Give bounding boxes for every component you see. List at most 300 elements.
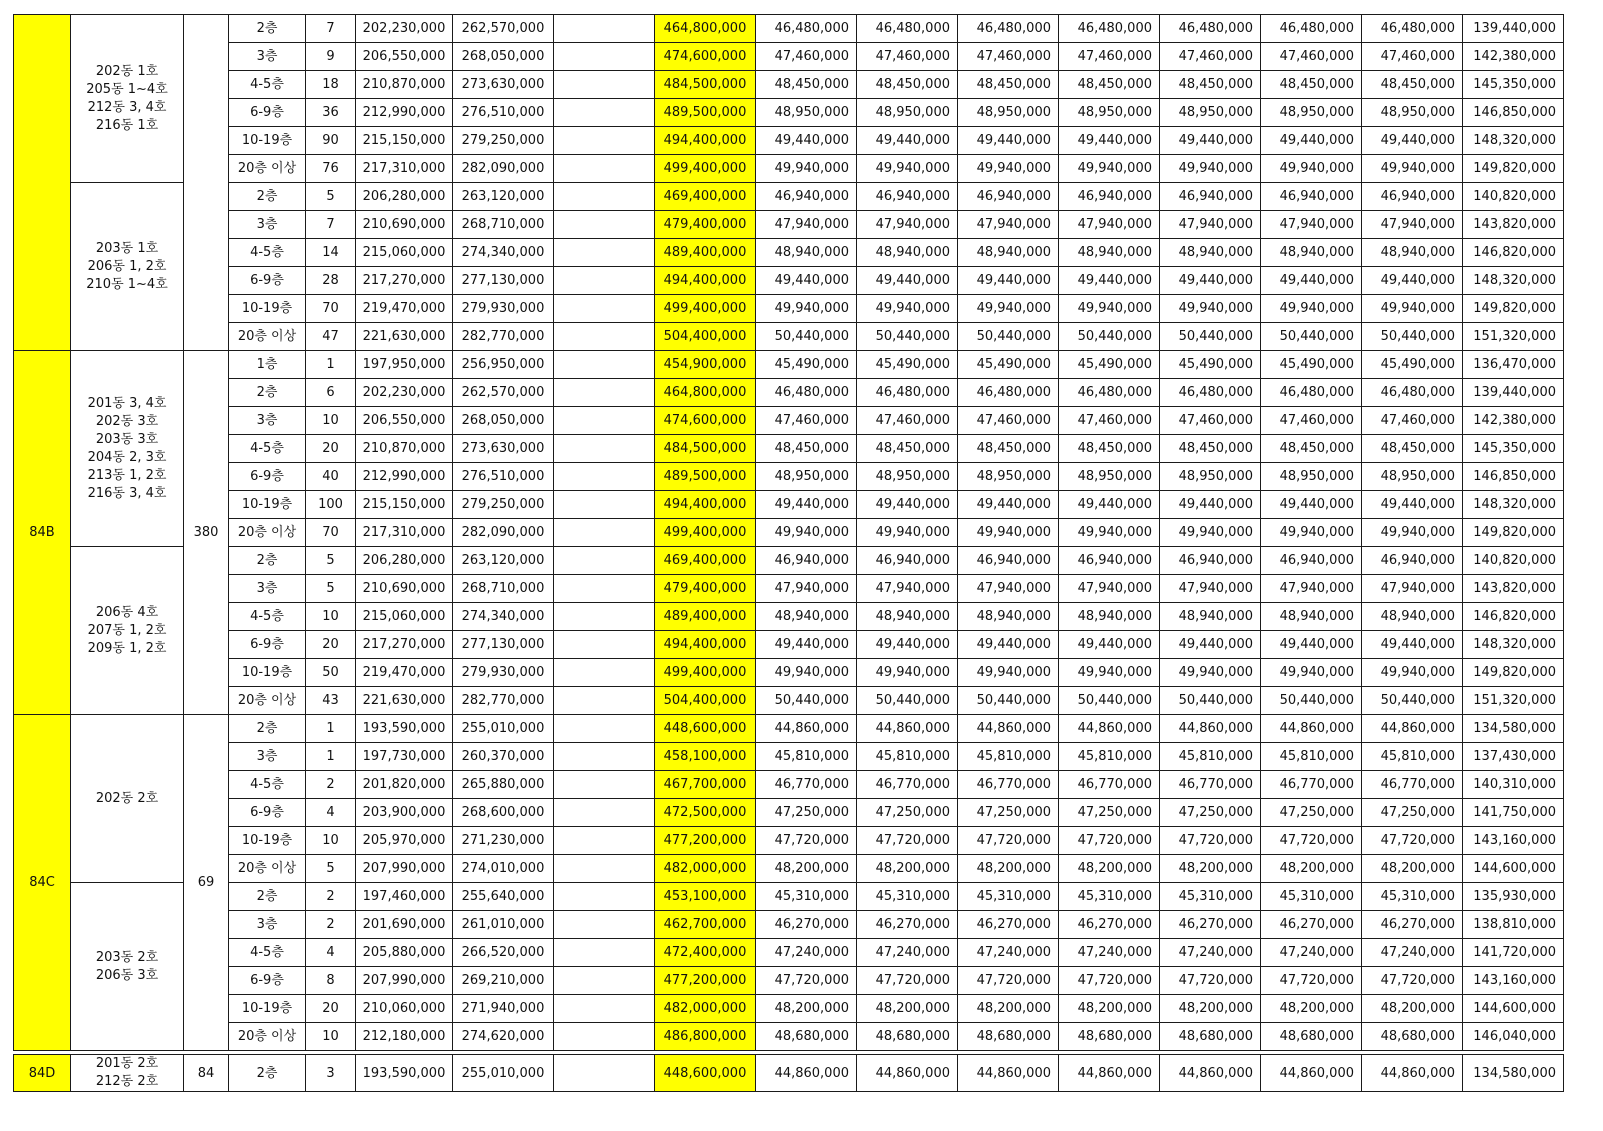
vat-cell xyxy=(554,43,655,71)
payment-1-cell: 48,200,000 xyxy=(756,995,857,1023)
balance-cell: 146,040,000 xyxy=(1463,1023,1564,1051)
table-row xyxy=(14,435,1564,463)
payment-5-cell: 45,490,000 xyxy=(1160,351,1261,379)
vat-cell xyxy=(554,715,655,743)
payment-4-cell: 49,940,000 xyxy=(1059,659,1160,687)
payment-7-cell: 46,940,000 xyxy=(1362,547,1463,575)
payment-7-cell: 46,770,000 xyxy=(1362,771,1463,799)
payment-5-cell: 46,940,000 xyxy=(1160,547,1261,575)
payment-2-cell: 48,950,000 xyxy=(857,99,958,127)
vat-cell xyxy=(554,295,655,323)
build-price-cell: 274,010,000 xyxy=(453,855,554,883)
payment-2-cell: 46,480,000 xyxy=(857,15,958,43)
build-price-cell: 255,010,000 xyxy=(453,715,554,743)
count-cell: 1 xyxy=(306,743,356,771)
count-cell: 8 xyxy=(306,967,356,995)
floor-cell: 3층 xyxy=(229,743,306,771)
land-price-cell: 201,690,000 xyxy=(356,911,453,939)
payment-2-cell: 47,240,000 xyxy=(857,939,958,967)
build-price-cell: 274,340,000 xyxy=(453,603,554,631)
building-label: 216동 3, 4호 xyxy=(87,485,167,501)
table-row xyxy=(14,715,1564,743)
payment-5-cell: 47,720,000 xyxy=(1160,827,1261,855)
land-price-cell: 207,990,000 xyxy=(356,967,453,995)
payment-6-cell: 44,860,000 xyxy=(1261,1055,1362,1092)
build-price-cell: 260,370,000 xyxy=(453,743,554,771)
payment-2-cell: 50,440,000 xyxy=(857,687,958,715)
payment-6-cell: 46,270,000 xyxy=(1261,911,1362,939)
payment-1-cell: 46,480,000 xyxy=(756,379,857,407)
payment-5-cell: 47,940,000 xyxy=(1160,575,1261,603)
land-price-cell: 207,990,000 xyxy=(356,855,453,883)
payment-6-cell: 48,680,000 xyxy=(1261,1023,1362,1051)
payment-2-cell: 46,940,000 xyxy=(857,183,958,211)
balance-cell: 134,580,000 xyxy=(1463,1055,1564,1092)
payment-1-cell: 47,940,000 xyxy=(756,211,857,239)
total-price-cell: 462,700,000 xyxy=(655,911,756,939)
unit-type-cell: 84D xyxy=(14,1055,71,1092)
table-row xyxy=(14,407,1564,435)
payment-2-cell: 47,720,000 xyxy=(857,827,958,855)
total-price-cell: 479,400,000 xyxy=(655,575,756,603)
payment-7-cell: 48,450,000 xyxy=(1362,71,1463,99)
payment-6-cell: 46,480,000 xyxy=(1261,15,1362,43)
payment-1-cell: 48,450,000 xyxy=(756,71,857,99)
balance-cell: 141,750,000 xyxy=(1463,799,1564,827)
payment-3-cell: 49,940,000 xyxy=(958,659,1059,687)
build-price-cell: 279,930,000 xyxy=(453,659,554,687)
total-price-cell: 464,800,000 xyxy=(655,379,756,407)
payment-3-cell: 46,940,000 xyxy=(958,183,1059,211)
table-row xyxy=(14,771,1564,799)
build-price-cell: 263,120,000 xyxy=(453,183,554,211)
payment-1-cell: 49,940,000 xyxy=(756,519,857,547)
floor-cell: 6-9층 xyxy=(229,967,306,995)
payment-3-cell: 50,440,000 xyxy=(958,687,1059,715)
payment-5-cell: 48,450,000 xyxy=(1160,71,1261,99)
payment-5-cell: 46,270,000 xyxy=(1160,911,1261,939)
payment-3-cell: 45,810,000 xyxy=(958,743,1059,771)
vat-cell xyxy=(554,827,655,855)
payment-7-cell: 46,940,000 xyxy=(1362,183,1463,211)
payment-4-cell: 46,480,000 xyxy=(1059,15,1160,43)
payment-2-cell: 48,950,000 xyxy=(857,463,958,491)
build-price-cell: 274,620,000 xyxy=(453,1023,554,1051)
payment-1-cell: 49,440,000 xyxy=(756,267,857,295)
building-label: 206동 4호 xyxy=(95,604,159,620)
floor-cell: 3층 xyxy=(229,407,306,435)
payment-5-cell: 48,940,000 xyxy=(1160,239,1261,267)
land-price-cell: 210,060,000 xyxy=(356,995,453,1023)
vat-cell xyxy=(554,351,655,379)
balance-cell: 145,350,000 xyxy=(1463,71,1564,99)
payment-3-cell: 48,450,000 xyxy=(958,71,1059,99)
vat-cell xyxy=(554,435,655,463)
payment-3-cell: 49,940,000 xyxy=(958,295,1059,323)
payment-5-cell: 48,450,000 xyxy=(1160,435,1261,463)
table-row xyxy=(14,183,1564,211)
payment-1-cell: 50,440,000 xyxy=(756,323,857,351)
payment-4-cell: 48,950,000 xyxy=(1059,463,1160,491)
payment-6-cell: 49,440,000 xyxy=(1261,491,1362,519)
building-label: 202동 3호 xyxy=(95,413,159,429)
payment-4-cell: 46,940,000 xyxy=(1059,183,1160,211)
balance-cell: 143,820,000 xyxy=(1463,575,1564,603)
payment-3-cell: 46,770,000 xyxy=(958,771,1059,799)
vat-cell xyxy=(554,127,655,155)
payment-7-cell: 48,940,000 xyxy=(1362,239,1463,267)
table-row xyxy=(14,239,1564,267)
balance-cell: 138,810,000 xyxy=(1463,911,1564,939)
table-row xyxy=(14,603,1564,631)
build-price-cell: 256,950,000 xyxy=(453,351,554,379)
balance-cell: 140,310,000 xyxy=(1463,771,1564,799)
payment-6-cell: 45,810,000 xyxy=(1261,743,1362,771)
balance-cell: 146,850,000 xyxy=(1463,463,1564,491)
land-price-cell: 219,470,000 xyxy=(356,659,453,687)
payment-6-cell: 48,950,000 xyxy=(1261,99,1362,127)
table-row xyxy=(14,967,1564,995)
table-row xyxy=(14,1055,1564,1092)
unit-type-cell: 84B xyxy=(14,351,71,715)
count-cell: 2 xyxy=(306,883,356,911)
balance-cell: 148,320,000 xyxy=(1463,267,1564,295)
land-price-cell: 205,880,000 xyxy=(356,939,453,967)
payment-4-cell: 48,200,000 xyxy=(1059,855,1160,883)
total-price-cell: 499,400,000 xyxy=(655,659,756,687)
payment-3-cell: 48,450,000 xyxy=(958,435,1059,463)
build-price-cell: 268,710,000 xyxy=(453,575,554,603)
table-row xyxy=(14,743,1564,771)
table-row xyxy=(14,519,1564,547)
payment-5-cell: 47,940,000 xyxy=(1160,211,1261,239)
building-cell xyxy=(71,883,184,1051)
land-price-cell: 203,900,000 xyxy=(356,799,453,827)
payment-7-cell: 50,440,000 xyxy=(1362,323,1463,351)
build-price-cell: 271,940,000 xyxy=(453,995,554,1023)
payment-4-cell: 47,240,000 xyxy=(1059,939,1160,967)
payment-6-cell: 48,950,000 xyxy=(1261,463,1362,491)
payment-3-cell: 46,270,000 xyxy=(958,911,1059,939)
building-label: 203동 1호 xyxy=(95,240,159,256)
floor-cell: 3층 xyxy=(229,911,306,939)
vat-cell xyxy=(554,575,655,603)
vat-cell xyxy=(554,659,655,687)
land-price-cell: 217,270,000 xyxy=(356,631,453,659)
balance-cell: 140,820,000 xyxy=(1463,547,1564,575)
total-price-cell: 464,800,000 xyxy=(655,15,756,43)
table-row xyxy=(14,659,1564,687)
building-cell xyxy=(71,183,184,351)
count-cell: 1 xyxy=(306,715,356,743)
payment-4-cell: 47,940,000 xyxy=(1059,575,1160,603)
payment-3-cell: 45,490,000 xyxy=(958,351,1059,379)
payment-4-cell: 48,950,000 xyxy=(1059,99,1160,127)
payment-4-cell: 49,940,000 xyxy=(1059,155,1160,183)
balance-cell: 143,820,000 xyxy=(1463,211,1564,239)
payment-1-cell: 45,490,000 xyxy=(756,351,857,379)
vat-cell xyxy=(554,967,655,995)
balance-cell: 144,600,000 xyxy=(1463,995,1564,1023)
payment-2-cell: 47,250,000 xyxy=(857,799,958,827)
balance-cell: 146,850,000 xyxy=(1463,99,1564,127)
payment-6-cell: 45,310,000 xyxy=(1261,883,1362,911)
balance-cell: 142,380,000 xyxy=(1463,407,1564,435)
build-price-cell: 263,120,000 xyxy=(453,547,554,575)
build-price-cell: 261,010,000 xyxy=(453,911,554,939)
payment-7-cell: 44,860,000 xyxy=(1362,1055,1463,1092)
count-cell: 43 xyxy=(306,687,356,715)
floor-cell: 6-9층 xyxy=(229,267,306,295)
land-price-cell: 210,690,000 xyxy=(356,575,453,603)
count-cell: 20 xyxy=(306,435,356,463)
payment-5-cell: 46,480,000 xyxy=(1160,15,1261,43)
count-cell: 7 xyxy=(306,211,356,239)
vat-cell xyxy=(554,771,655,799)
land-price-cell: 212,990,000 xyxy=(356,99,453,127)
payment-3-cell: 47,250,000 xyxy=(958,799,1059,827)
payment-2-cell: 48,200,000 xyxy=(857,995,958,1023)
vat-cell xyxy=(554,323,655,351)
payment-7-cell: 47,720,000 xyxy=(1362,967,1463,995)
floor-cell: 10-19층 xyxy=(229,827,306,855)
payment-7-cell: 49,940,000 xyxy=(1362,519,1463,547)
unit-type-cell xyxy=(14,15,71,351)
balance-cell: 145,350,000 xyxy=(1463,435,1564,463)
count-cell: 2 xyxy=(306,911,356,939)
payment-2-cell: 48,450,000 xyxy=(857,71,958,99)
payment-7-cell: 47,250,000 xyxy=(1362,799,1463,827)
payment-4-cell: 48,680,000 xyxy=(1059,1023,1160,1051)
payment-6-cell: 48,450,000 xyxy=(1261,435,1362,463)
payment-5-cell: 49,440,000 xyxy=(1160,127,1261,155)
floor-cell: 4-5층 xyxy=(229,435,306,463)
payment-3-cell: 49,940,000 xyxy=(958,155,1059,183)
payment-1-cell: 48,200,000 xyxy=(756,855,857,883)
count-cell: 5 xyxy=(306,547,356,575)
table-row xyxy=(14,351,1564,379)
build-price-cell: 282,770,000 xyxy=(453,323,554,351)
payment-5-cell: 44,860,000 xyxy=(1160,715,1261,743)
payment-5-cell: 45,310,000 xyxy=(1160,883,1261,911)
balance-cell: 148,320,000 xyxy=(1463,127,1564,155)
payment-3-cell: 49,440,000 xyxy=(958,127,1059,155)
build-price-cell: 269,210,000 xyxy=(453,967,554,995)
vat-cell xyxy=(554,799,655,827)
building-label: 206동 1, 2호 xyxy=(87,258,167,274)
vat-cell xyxy=(554,743,655,771)
payment-1-cell: 44,860,000 xyxy=(756,715,857,743)
payment-2-cell: 49,940,000 xyxy=(857,295,958,323)
payment-2-cell: 45,810,000 xyxy=(857,743,958,771)
total-price-cell: 482,000,000 xyxy=(655,855,756,883)
payment-7-cell: 49,440,000 xyxy=(1362,267,1463,295)
floor-cell: 20층 이상 xyxy=(229,687,306,715)
total-price-cell: 486,800,000 xyxy=(655,1023,756,1051)
build-price-cell: 276,510,000 xyxy=(453,463,554,491)
floor-cell: 6-9층 xyxy=(229,631,306,659)
floor-cell: 6-9층 xyxy=(229,799,306,827)
table-row xyxy=(14,827,1564,855)
table-row xyxy=(14,295,1564,323)
payment-5-cell: 49,440,000 xyxy=(1160,491,1261,519)
payment-1-cell: 46,940,000 xyxy=(756,547,857,575)
payment-3-cell: 49,940,000 xyxy=(958,519,1059,547)
land-price-cell: 212,990,000 xyxy=(356,463,453,491)
floor-cell: 2층 xyxy=(229,547,306,575)
payment-1-cell: 46,770,000 xyxy=(756,771,857,799)
table-row xyxy=(14,43,1564,71)
payment-7-cell: 50,440,000 xyxy=(1362,687,1463,715)
payment-1-cell: 48,940,000 xyxy=(756,239,857,267)
table-row xyxy=(14,491,1564,519)
payment-4-cell: 47,250,000 xyxy=(1059,799,1160,827)
table-row xyxy=(14,267,1564,295)
payment-5-cell: 49,440,000 xyxy=(1160,267,1261,295)
floor-cell: 2층 xyxy=(229,15,306,43)
table-row xyxy=(14,99,1564,127)
balance-cell: 142,380,000 xyxy=(1463,43,1564,71)
table-row xyxy=(14,155,1564,183)
unit-count-cell: 84 xyxy=(184,1055,229,1092)
payment-4-cell: 49,440,000 xyxy=(1059,127,1160,155)
vat-cell xyxy=(554,603,655,631)
floor-cell: 10-19층 xyxy=(229,491,306,519)
floor-cell: 2층 xyxy=(229,1055,306,1092)
land-price-cell: 206,550,000 xyxy=(356,407,453,435)
floor-cell: 20층 이상 xyxy=(229,1023,306,1051)
land-price-cell: 215,060,000 xyxy=(356,603,453,631)
build-price-cell: 282,090,000 xyxy=(453,155,554,183)
balance-cell: 135,930,000 xyxy=(1463,883,1564,911)
payment-2-cell: 49,940,000 xyxy=(857,659,958,687)
vat-cell xyxy=(554,883,655,911)
payment-2-cell: 45,490,000 xyxy=(857,351,958,379)
payment-2-cell: 48,940,000 xyxy=(857,239,958,267)
payment-3-cell: 46,480,000 xyxy=(958,15,1059,43)
vat-cell xyxy=(554,519,655,547)
payment-1-cell: 45,810,000 xyxy=(756,743,857,771)
vat-cell xyxy=(554,463,655,491)
payment-7-cell: 46,270,000 xyxy=(1362,911,1463,939)
payment-2-cell: 47,460,000 xyxy=(857,407,958,435)
floor-cell: 20층 이상 xyxy=(229,855,306,883)
land-price-cell: 197,460,000 xyxy=(356,883,453,911)
table-row xyxy=(14,855,1564,883)
land-price-cell: 202,230,000 xyxy=(356,15,453,43)
total-price-cell: 472,400,000 xyxy=(655,939,756,967)
balance-cell: 134,580,000 xyxy=(1463,715,1564,743)
table-row xyxy=(14,631,1564,659)
land-price-cell: 215,150,000 xyxy=(356,127,453,155)
land-price-cell: 210,870,000 xyxy=(356,71,453,99)
floor-cell: 3층 xyxy=(229,575,306,603)
floor-cell: 2층 xyxy=(229,183,306,211)
building-label: 203동 3호 xyxy=(95,431,159,447)
total-price-cell: 458,100,000 xyxy=(655,743,756,771)
building-label: 212동 3, 4호 xyxy=(87,99,167,115)
payment-5-cell: 49,940,000 xyxy=(1160,659,1261,687)
total-price-cell: 474,600,000 xyxy=(655,43,756,71)
payment-3-cell: 47,940,000 xyxy=(958,211,1059,239)
payment-1-cell: 49,440,000 xyxy=(756,127,857,155)
building-label: 204동 2, 3호 xyxy=(87,449,167,465)
table-row xyxy=(14,575,1564,603)
payment-1-cell: 48,950,000 xyxy=(756,99,857,127)
build-price-cell: 268,710,000 xyxy=(453,211,554,239)
table-row xyxy=(14,463,1564,491)
payment-6-cell: 47,940,000 xyxy=(1261,575,1362,603)
building-label: 212동 2호 xyxy=(95,1074,159,1089)
build-price-cell: 282,090,000 xyxy=(453,519,554,547)
balance-cell: 143,160,000 xyxy=(1463,827,1564,855)
build-price-cell: 262,570,000 xyxy=(453,15,554,43)
balance-cell: 137,430,000 xyxy=(1463,743,1564,771)
balance-cell: 151,320,000 xyxy=(1463,323,1564,351)
payment-4-cell: 49,940,000 xyxy=(1059,519,1160,547)
payment-6-cell: 50,440,000 xyxy=(1261,323,1362,351)
payment-2-cell: 49,940,000 xyxy=(857,519,958,547)
total-price-cell: 489,400,000 xyxy=(655,239,756,267)
payment-4-cell: 49,440,000 xyxy=(1059,267,1160,295)
building-cell xyxy=(71,15,184,183)
floor-cell: 2층 xyxy=(229,715,306,743)
floor-cell: 2층 xyxy=(229,379,306,407)
payment-1-cell: 46,940,000 xyxy=(756,183,857,211)
payment-7-cell: 47,940,000 xyxy=(1362,575,1463,603)
count-cell: 14 xyxy=(306,239,356,267)
total-price-cell: 494,400,000 xyxy=(655,267,756,295)
balance-cell: 139,440,000 xyxy=(1463,379,1564,407)
payment-2-cell: 46,270,000 xyxy=(857,911,958,939)
payment-5-cell: 47,720,000 xyxy=(1160,967,1261,995)
build-price-cell: 262,570,000 xyxy=(453,379,554,407)
payment-2-cell: 49,940,000 xyxy=(857,155,958,183)
payment-6-cell: 48,200,000 xyxy=(1261,995,1362,1023)
payment-1-cell: 49,940,000 xyxy=(756,659,857,687)
total-price-cell: 499,400,000 xyxy=(655,295,756,323)
payment-7-cell: 49,440,000 xyxy=(1362,631,1463,659)
count-cell: 5 xyxy=(306,855,356,883)
build-price-cell: 279,930,000 xyxy=(453,295,554,323)
table-row xyxy=(14,547,1564,575)
total-price-cell: 489,500,000 xyxy=(655,99,756,127)
payment-1-cell: 44,860,000 xyxy=(756,1055,857,1092)
building-cell xyxy=(71,547,184,715)
payment-2-cell: 46,940,000 xyxy=(857,547,958,575)
floor-cell: 10-19층 xyxy=(229,127,306,155)
floor-cell: 3층 xyxy=(229,43,306,71)
count-cell: 47 xyxy=(306,323,356,351)
count-cell: 7 xyxy=(306,15,356,43)
payment-3-cell: 47,720,000 xyxy=(958,827,1059,855)
floor-cell: 6-9층 xyxy=(229,99,306,127)
payment-5-cell: 50,440,000 xyxy=(1160,323,1261,351)
payment-7-cell: 49,440,000 xyxy=(1362,491,1463,519)
floor-cell: 4-5층 xyxy=(229,771,306,799)
balance-cell: 148,320,000 xyxy=(1463,631,1564,659)
payment-7-cell: 45,810,000 xyxy=(1362,743,1463,771)
payment-4-cell: 47,720,000 xyxy=(1059,967,1160,995)
build-price-cell: 271,230,000 xyxy=(453,827,554,855)
payment-1-cell: 47,460,000 xyxy=(756,43,857,71)
total-price-cell: 453,100,000 xyxy=(655,883,756,911)
payment-4-cell: 47,940,000 xyxy=(1059,211,1160,239)
payment-2-cell: 48,200,000 xyxy=(857,855,958,883)
balance-cell: 151,320,000 xyxy=(1463,687,1564,715)
payment-4-cell: 49,440,000 xyxy=(1059,631,1160,659)
vat-cell xyxy=(554,379,655,407)
